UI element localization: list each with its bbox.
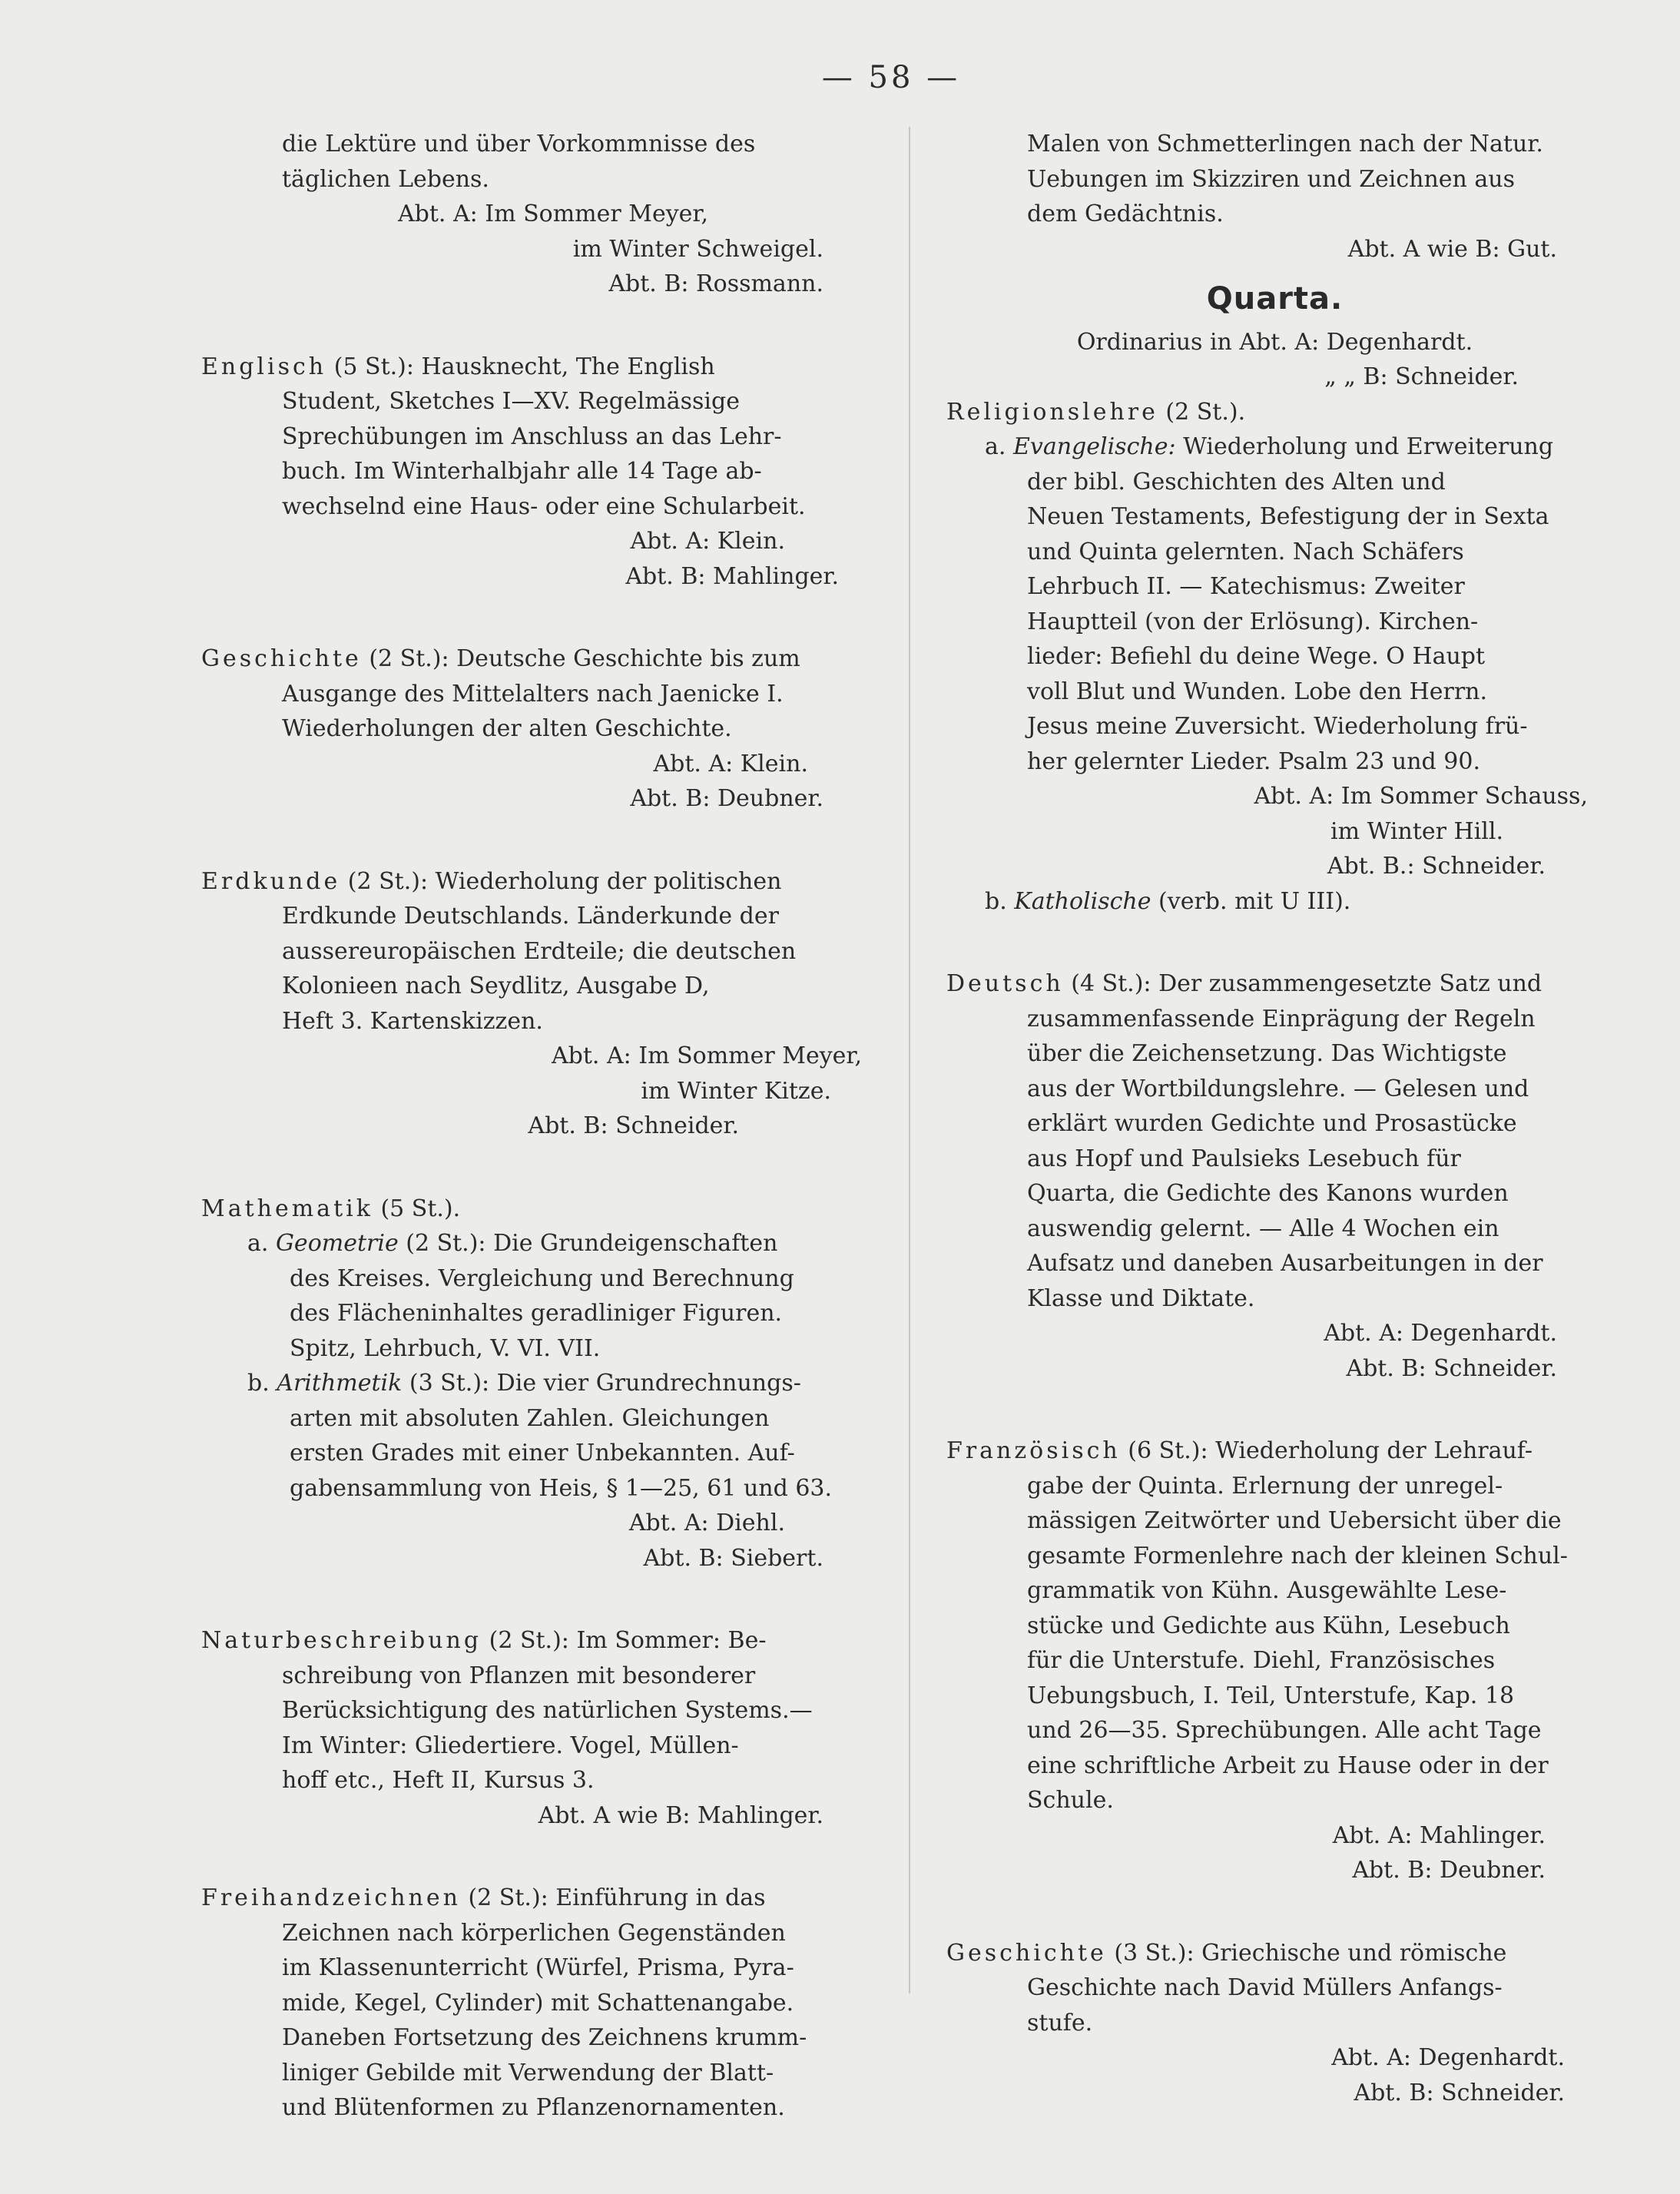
text-line: (2 St.): Im Sommer: Be- [489,1627,767,1654]
subject-title: Naturbeschreibung [201,1627,482,1654]
item-label: b. [247,1370,270,1397]
text-line: der bibl. Geschichten des Alten und [1027,468,1446,495]
teacher-line: Abt. B: Deubner. [630,785,823,812]
text-line: Uebungen im Skizziren und Zeichnen aus [1027,165,1515,193]
column-divider [909,127,910,1993]
text-line: (verb. mit U III). [1158,887,1351,915]
teacher-line: Abt. A wie B: Mahlinger. [538,1801,823,1829]
section-deutsch [946,966,1603,1386]
text-line: Wiederholungen der alten Geschichte. [282,715,732,742]
text-line: eine schriftliche Arbeit zu Hause oder in der [1027,1752,1549,1779]
text-line: (2 St.): Deutsche Geschichte bis zum [369,645,800,672]
text-line: (3 St.): Griechische und römische [1114,1939,1507,1967]
left-column [201,127,870,2173]
text-line: Jesus meine Zuversicht. Wiederholung frü- [1027,713,1528,740]
teacher-line: Abt. B: Deubner. [1352,1857,1546,1884]
text-line: und 26—35. Sprechübungen. Alle acht Tage [1027,1717,1542,1744]
text-line: (5 St.). [380,1195,461,1222]
section-naturbeschreibung [201,1623,870,1833]
text-line: Neuen Testaments, Befestigung der in Sexta [1027,503,1549,530]
text-line: für die Unterstufe. Diehl, Französisches [1027,1647,1496,1674]
subject-title: Geschichte [946,1939,1107,1967]
text-line: (2 St.). [1165,398,1246,426]
subject-title: Geschichte [201,645,362,672]
teacher-line: Abt. B: Siebert. [643,1544,823,1572]
text-line: liniger Gebilde mit Verwendung der Blatt- [282,2059,774,2086]
section-mathematik [201,1191,870,1576]
text-line: Ausgange des Mittelalters nach Jaenicke I. [282,680,784,708]
page-number: — 58 — [821,60,961,95]
text-line: zusammenfassende Einprägung der Regeln [1027,1005,1536,1032]
teacher-line: Abt. B.: Schneider. [1327,853,1546,880]
text-line: Student, Sketches I—XV. Regelmässige [282,388,740,415]
text-line: über die Zeichensetzung. Das Wichtigste [1027,1040,1507,1067]
text-line: gabe der Quinta. Erlernung der unregel- [1027,1472,1503,1500]
subject-title: Englisch [201,353,327,380]
teacher-line: Abt. A: Klein. [653,750,808,777]
text-line: Malen von Schmetterlingen nach der Natur. [1027,131,1543,157]
text-line: Im Winter: Gliedertiere. Vogel, Müllen- [282,1732,739,1759]
text-line: (4 St.): Der zusammengesetzte Satz und [1071,970,1542,997]
text-line: aus Hopf und Paulsieks Lesebuch für [1027,1145,1461,1172]
text-line: (2 St.): Die Grundeigenschaften [406,1230,778,1257]
teacher-line: im Winter Kitze. [641,1077,831,1105]
text-line: Zeichnen nach körperlichen Gegenständen [282,1919,786,1947]
text-line: mässigen Zeitwörter und Uebersicht über die [1027,1507,1562,1534]
text-line: Uebungsbuch, I. Teil, Unterstufe, Kap. 18 [1027,1682,1515,1709]
text-line: im Klassenunterricht (Würfel, Prisma, Pyra- [282,1954,794,1981]
subject-title: Religionslehre [946,398,1158,426]
subject-title: Erdkunde [201,867,341,895]
text-line: Spitz, Lehrbuch, V. VI. VII. [290,1334,601,1362]
section-franzoesisch [946,1433,1603,1888]
text-line: dem Gedächtnis. [1027,201,1224,227]
teacher-line: Abt. B: Mahlinger. [625,562,839,590]
text-line: Hauptteil (von der Erlösung). Kirchen- [1027,608,1479,635]
text-line: stücke und Gedichte aus Kühn, Lesebuch [1027,1612,1510,1639]
item-title: Geometrie [275,1230,399,1257]
text-line: aus der Wortbildungslehre. — Gelesen und [1027,1075,1529,1102]
text-line: Aufsatz und daneben Ausarbeitungen in der [1027,1250,1543,1277]
text-line: wechselnd eine Haus- oder eine Schularbeit. [282,492,806,520]
teacher-line: Abt. A: Im Sommer Meyer, [397,201,708,227]
section-religionslehre [946,395,1603,920]
text-line: schreibung von Pflanzen mit besonderer [282,1662,756,1689]
teacher-line: Abt. A: Mahlinger. [1332,1821,1546,1849]
subject-title: Deutsch [946,970,1064,997]
text-line: des Flächeninhaltes geradliniger Figuren. [290,1300,783,1327]
text-line: stufe. [1027,2009,1093,2037]
text-line: Wiederholung und Erweiterung [1183,433,1554,460]
teacher-line: Abt. A: Degenhardt. [1324,1320,1557,1347]
text-line: voll Blut und Wunden. Lobe den Herrn. [1027,678,1488,705]
text-line: Klasse und Diktate. [1027,1284,1255,1312]
teacher-line: im Winter Hill. [1330,817,1503,845]
class-heading: Quarta. [1206,281,1344,317]
text-line: Lehrbuch II. — Katechismus: Zweiter [1027,573,1465,600]
item-title: Arithmetik [277,1370,403,1397]
text-line: (6 St.): Wiederholung der Lehrauf- [1128,1437,1533,1464]
text-line: Kolonieen nach Seydlitz, Ausgabe D, [282,973,710,999]
text-line: Daneben Fortsetzung des Zeichnens krumm- [282,2024,807,2051]
text-line: Ordinarius in Abt. A: Degenhardt. [1076,328,1473,356]
text-line: Sprechübungen im Anschluss an das Lehr- [282,423,782,450]
right-column [946,127,1603,2158]
teacher-line: Abt. B: Schneider. [1354,2079,1565,2106]
text-line: grammatik von Kühn. Ausgewählte Lese- [1027,1577,1507,1604]
subject-title: Mathematik [201,1195,373,1222]
subject-title: Freihandzeichnen [201,1884,461,1911]
text-line: her gelernter Lieder. Psalm 23 und 90. [1027,747,1480,775]
text-line: gabensammlung von Heis, § 1—25, 61 und 63. [290,1474,833,1502]
text-line: Quarta, die Gedichte des Kanons wurden [1027,1180,1509,1207]
text-line: des Kreises. Vergleichung und Berechnung [290,1264,794,1292]
section-geschichte-quarta [946,1936,1603,2111]
teacher-line: Abt. A: Im Sommer Schauss, [1254,783,1588,810]
teacher-line: Abt. A: Im Sommer Meyer, [551,1042,862,1069]
text-line: Heft 3. Kartenskizzen. [282,1007,543,1035]
section-freihandzeichnen-continuation [946,127,1603,267]
section-englisch [201,350,870,595]
section-lektuere-continuation [201,127,870,302]
text-line: täglichen Lebens. [282,165,489,193]
teacher-line: Abt. A wie B: Gut. [1347,235,1557,263]
text-line: erklärt wurden Gedichte und Prosastücke [1027,1110,1517,1137]
text-line: „ „ B: Schneider. [1324,363,1519,390]
text-line: mide, Kegel, Cylinder) mit Schattenangabe. [282,1989,794,2017]
section-freihandzeichnen [201,1881,870,2126]
item-title: Evangelische: [1012,433,1176,460]
teacher-line: Abt. B: Schneider. [1346,1354,1557,1382]
text-line: aussereuropäischen Erdteile; die deutschen [282,937,797,965]
text-line: (3 St.): Die vier Grundrechnungs- [409,1370,801,1397]
teacher-line: Abt. B: Schneider. [528,1112,739,1139]
text-line: arten mit absoluten Zahlen. Gleichungen [290,1404,770,1432]
item-label: b. [985,887,1007,915]
text-line: (5 St.): Hausknecht, The English [333,353,715,380]
text-line: (2 St.): Wiederholung der politischen [347,867,782,895]
teacher-line: Abt. A: Degenhardt. [1331,2044,1565,2071]
text-line: hoff etc., Heft II, Kursus 3. [282,1767,595,1794]
text-line: die Lektüre und über Vorkommnisse des [282,131,756,157]
teacher-line: im Winter Schweigel. [572,235,823,263]
item-label: a. [247,1230,269,1257]
item-label: a. [985,433,1006,460]
text-line: Geschichte nach David Müllers Anfangs- [1027,1974,1503,2001]
section-erdkunde [201,864,870,1144]
text-line: gesamte Formenlehre nach der kleinen Schul- [1027,1542,1568,1569]
text-line: und Blütenformen zu Pflanzenornamenten. [282,2094,785,2121]
teacher-line: Abt. A: Diehl. [628,1510,785,1536]
text-line: lieder: Befiehl du deine Wege. O Haupt [1027,643,1486,670]
section-geschichte [201,641,870,817]
text-line: (2 St.): Einführung in das [468,1884,766,1911]
teacher-line: Abt. A: Klein. [630,528,785,555]
text-line: auswendig gelernt. — Alle 4 Wochen ein [1027,1215,1499,1242]
text-line: Schule. [1027,1787,1114,1814]
subject-title: Französisch [946,1437,1121,1464]
text-line: und Quinta gelernten. Nach Schäfers [1027,538,1464,565]
text-line: ersten Grades mit einer Unbekannten. Auf- [290,1440,795,1467]
text-line: Erdkunde Deutschlands. Länderkunde der [282,903,779,930]
item-title: Katholische [1014,887,1151,915]
teacher-line: Abt. B: Rossmann. [608,270,823,297]
text-line: buch. Im Winterhalbjahr alle 14 Tage ab- [282,458,762,485]
section-ordinarius [946,325,1603,395]
text-line: Berücksichtigung des natürlichen Systems.— [282,1697,813,1724]
